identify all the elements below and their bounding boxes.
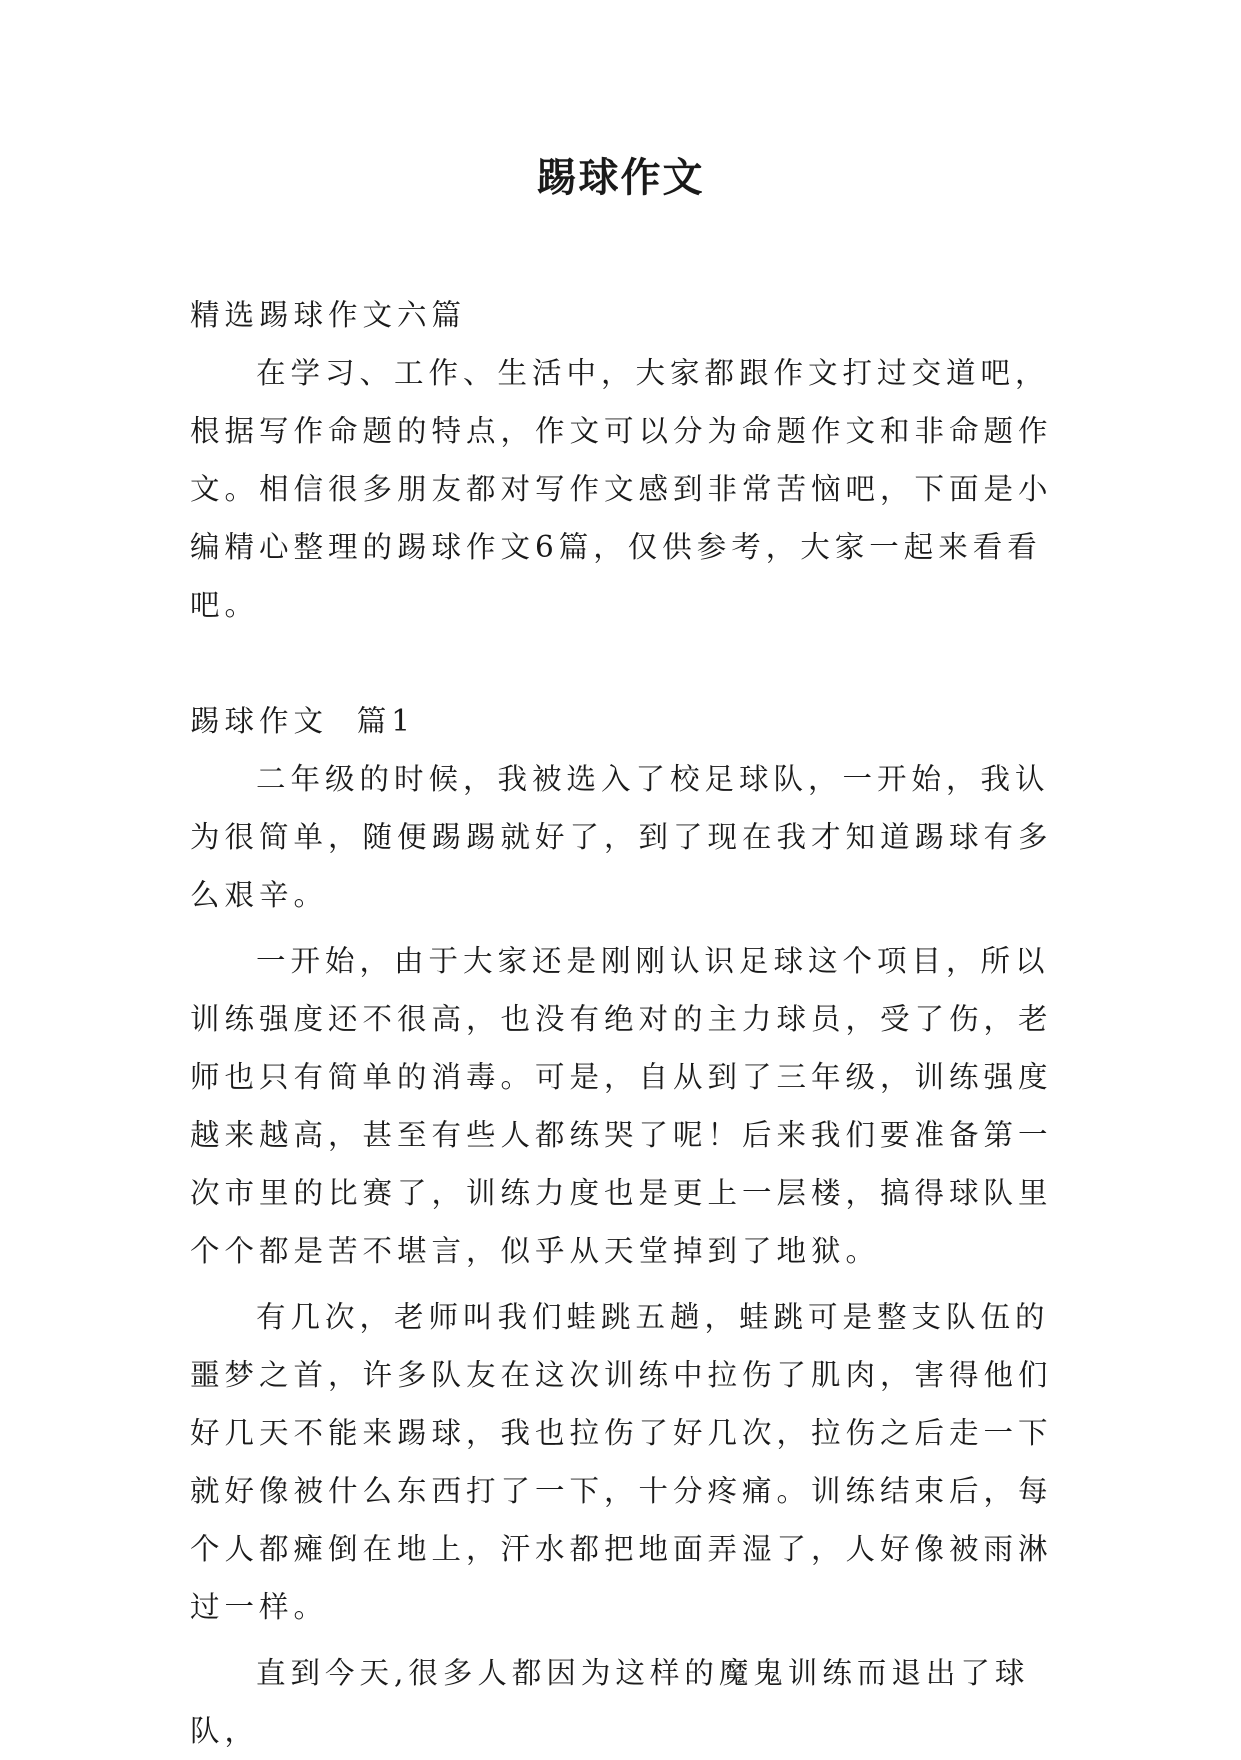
body-paragraph: 直到今天,很多人都因为这样的魔鬼训练而退出了球队，: [190, 1656, 1030, 1748]
section-spacer: [190, 634, 1070, 692]
page-title: 踢球作文: [536, 154, 705, 201]
section-heading: 踢球作文 篇1: [190, 704, 416, 738]
body-paragraph: 一开始，由于大家还是刚刚认识足球这个项目，所以训练强度还不很高，也没有绝对的主力球员，受了伤，老师也只有简单的消毒。可是，自从到了三年级，训练强度越来越高，甚至有些人都练哭了呢！后来我们要准备第一次市里的比赛了，训练力度也是更上一层楼，搞得球队里个个都是苦不堪言，似乎从天堂掉到了地狱。: [190, 944, 1053, 1268]
body-paragraph: 二年级的时候，我被选入了校足球队，一开始，我认为很简单，随便踢踢就好了，到了现在我才知道踢球有多么艰辛。: [190, 762, 1053, 912]
body-paragraph: 有几次，老师叫我们蛙跳五趟，蛙跳可是整支队伍的噩梦之首，许多队友在这次训练中拉伤了肌肉，害得他们好几天不能来踢球，我也拉伤了好几次，拉伤之后走一下就好像被什么东西打了一下，十分疼痛。训练结束后，每个人都瘫倒在地上，汗水都把地面弄湿了，人好像被雨淋过一样。: [190, 1300, 1053, 1624]
document-body: [190, 286, 1070, 1760]
intro-paragraph: 在学习、工作、生活中，大家都跟作文打过交道吧，根据写作命题的特点，作文可以分为命题作文和非命题作文。相信很多朋友都对写作文感到非常苦恼吧，下面是小编精心整理的踢球作文6篇，仅供参考，大家一起来看看吧。: [190, 356, 1053, 622]
intro-heading: 精选踢球作文六篇: [190, 298, 467, 332]
